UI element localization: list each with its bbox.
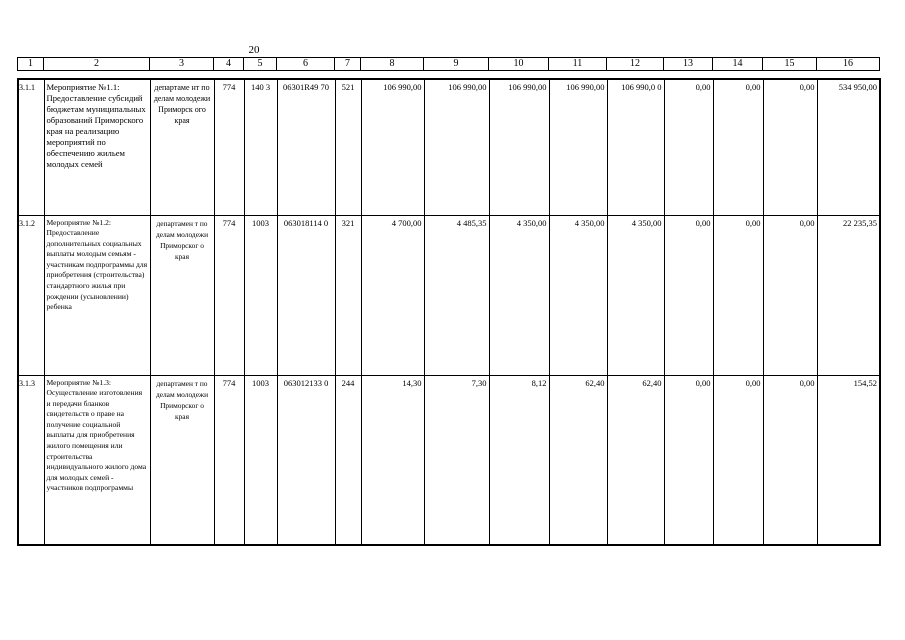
row-number: 3.1.3 — [18, 375, 44, 545]
row-cell-4: 774 — [214, 375, 244, 545]
row-cell-11: 62,40 — [549, 375, 607, 545]
row-cell-9: 106 990,00 — [424, 79, 489, 215]
page-number: 20 — [248, 44, 260, 56]
row-cell-9: 7,30 — [424, 375, 489, 545]
row-cell-12: 106 990,0 0 — [607, 79, 664, 215]
row-cell-8: 106 990,00 — [361, 79, 424, 215]
row-cell-12: 4 350,00 — [607, 215, 664, 375]
row-cell-16: 534 950,00 — [817, 79, 880, 215]
row-description: Мероприятие №1.3: Осуществление изготовления и передачи бланков свидетельств о праве на получение социальной выплаты для приобретения жилого помещения или строительства индивидуального жилого дома для молодых семей - участников подпрограммы — [44, 375, 150, 545]
row-cell-7: 521 — [335, 79, 361, 215]
table-row — [18, 79, 880, 215]
row-cell-13: 0,00 — [664, 79, 713, 215]
header-cell: 13 — [664, 58, 713, 71]
row-cell-16: 22 235,35 — [817, 215, 880, 375]
row-cell-11: 106 990,00 — [549, 79, 607, 215]
header-cell: 5 — [244, 58, 277, 71]
header-cell: 3 — [150, 58, 214, 71]
row-department: департамен т по делам молодежи Приморског о края — [150, 215, 214, 375]
row-cell-7: 244 — [335, 375, 361, 545]
header-cell: 14 — [713, 58, 763, 71]
row-cell-15: 0,00 — [763, 79, 817, 215]
header-cell: 1 — [18, 58, 44, 71]
column-number-header — [17, 57, 880, 71]
row-description: Мероприятие №1.2: Предоставление дополнительных социальных выплаты молодым семьям - участникам подпрограммы для приобретения (строительства) стандартного жилья при рождении (усыновлении) ребенка — [44, 215, 150, 375]
header-cell: 10 — [489, 58, 549, 71]
header-cell: 11 — [549, 58, 607, 71]
budget-table — [17, 78, 881, 546]
row-cell-8: 14,30 — [361, 375, 424, 545]
row-cell-13: 0,00 — [664, 375, 713, 545]
header-cell: 12 — [607, 58, 664, 71]
header-cell: 7 — [335, 58, 361, 71]
row-cell-6: 063012133 0 — [277, 375, 335, 545]
row-cell-10: 4 350,00 — [489, 215, 549, 375]
row-cell-7: 321 — [335, 215, 361, 375]
row-cell-11: 4 350,00 — [549, 215, 607, 375]
row-number: 3.1.2 — [18, 215, 44, 375]
row-department: департаме нт по делам молодежи Приморск ого края — [150, 79, 214, 215]
row-cell-10: 106 990,00 — [489, 79, 549, 215]
header-cell: 2 — [44, 58, 150, 71]
header-cell: 6 — [277, 58, 335, 71]
row-number: 3.1.1 — [18, 79, 44, 215]
table-row — [18, 215, 880, 375]
row-cell-5: 1003 — [244, 215, 277, 375]
header-cell: 15 — [763, 58, 817, 71]
header-cell: 8 — [361, 58, 424, 71]
row-cell-14: 0,00 — [713, 215, 763, 375]
row-cell-4: 774 — [214, 215, 244, 375]
row-cell-5: 1003 — [244, 375, 277, 545]
row-cell-10: 8,12 — [489, 375, 549, 545]
row-cell-6: 063018114 0 — [277, 215, 335, 375]
row-cell-9: 4 485,35 — [424, 215, 489, 375]
header-cell: 16 — [817, 58, 880, 71]
row-department: департамен т по делам молодежи Приморског о края — [150, 375, 214, 545]
row-cell-16: 154,52 — [817, 375, 880, 545]
row-description: Мероприятие №1.1: Предоставление субсидий бюджетам муниципальных образований Приморского края на реализацию мероприятий по обеспечению жильем молодых семей — [44, 79, 150, 215]
row-cell-6: 06301R49 70 — [277, 79, 335, 215]
row-cell-4: 774 — [214, 79, 244, 215]
row-cell-12: 62,40 — [607, 375, 664, 545]
row-cell-14: 0,00 — [713, 375, 763, 545]
header-cell: 9 — [424, 58, 489, 71]
row-cell-14: 0,00 — [713, 79, 763, 215]
row-cell-5: 140 3 — [244, 79, 277, 215]
row-cell-8: 4 700,00 — [361, 215, 424, 375]
row-cell-15: 0,00 — [763, 375, 817, 545]
table-row — [18, 375, 880, 545]
row-cell-13: 0,00 — [664, 215, 713, 375]
header-cell: 4 — [214, 58, 244, 71]
row-cell-15: 0,00 — [763, 215, 817, 375]
